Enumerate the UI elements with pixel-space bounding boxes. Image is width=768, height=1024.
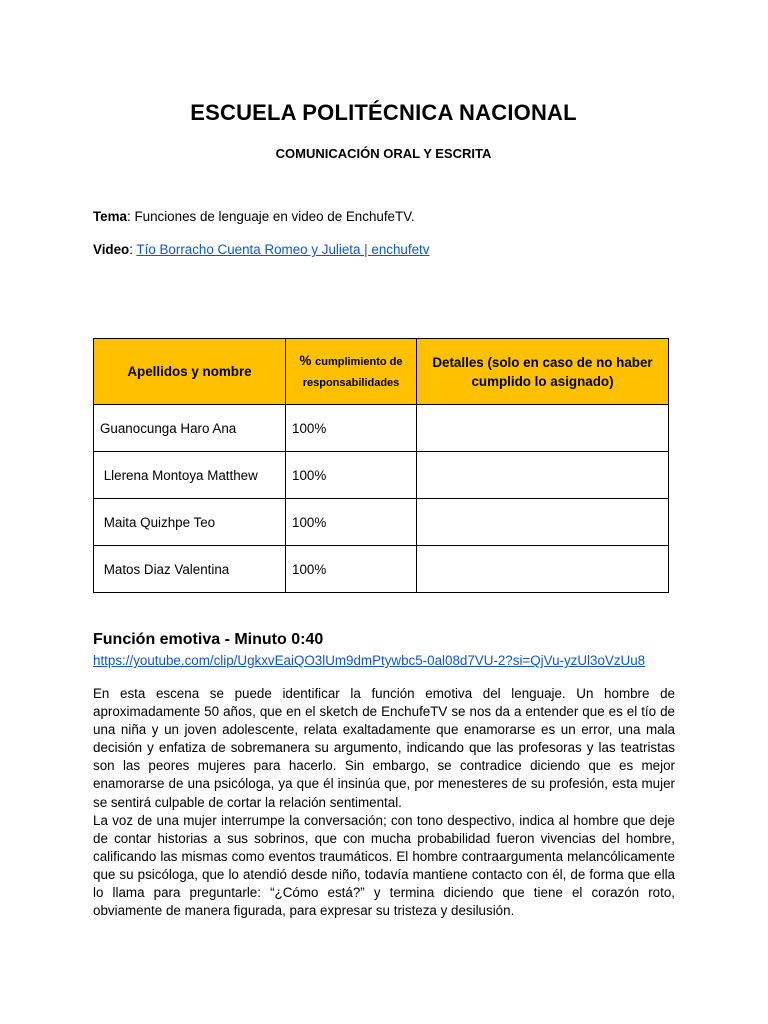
table-row	[94, 405, 669, 452]
video-link[interactable]: Tío Borracho Cuenta Romeo y Julieta | enchufetv	[136, 242, 430, 257]
topic-line	[93, 209, 415, 224]
video-line	[93, 242, 429, 257]
cell-details	[417, 499, 669, 546]
section-heading: Función emotiva - Minuto 0:40	[93, 631, 324, 648]
header-percentage: % cumplimiento de responsabilidades	[286, 339, 417, 405]
institution-title: ESCUELA POLITÉCNICA NACIONAL	[190, 100, 577, 125]
cell-name: Llerena Montoya Matthew	[94, 452, 286, 499]
clip-url-link[interactable]: https://youtube.com/clip/UgkxvEaiQO3lUm9dmPtywbc5-0al08d7VU-2?si=QjVu-yzUl3oVzUu8	[93, 653, 646, 668]
video-label: Video	[93, 242, 130, 257]
table-header-row	[94, 339, 669, 405]
header-details: Detalles (solo en caso de no haber cumplido lo asignado)	[417, 339, 669, 405]
cell-name: Matos Diaz Valentina	[94, 546, 286, 593]
analysis-text	[93, 685, 675, 920]
cell-percentage: 100%	[286, 499, 417, 546]
topic-label: Tema	[93, 209, 127, 224]
paragraph: La voz de una mujer interrumpe la conversación; con tono despectivo, indica al hombre que deje de contar historias a sus sobrinos, que con mucha probabilidad fueron vivencias del hombre, calificando las mismas como eventos traumáticos. El hombre contraargumenta melancólicamente que su psicóloga, que lo atendió desde niño, todavía mantiene contacto con él, de forma que ella lo llama para preguntarle: “¿Cómo está?” y termina diciendo que tiene el corazón roto, obviamente de manera figurada, para expresar su tristeza y desilusión.	[93, 812, 675, 919]
cell-name: Guanocunga Haro Ana	[94, 405, 286, 452]
topic-value: : Funciones de lenguaje en video de EnchufeTV.	[127, 209, 415, 224]
cell-percentage: 100%	[286, 452, 417, 499]
cell-details	[417, 405, 669, 452]
cell-percentage: 100%	[286, 546, 417, 593]
header-name: Apellidos y nombre	[94, 339, 286, 405]
responsibilities-table	[93, 338, 669, 593]
table-row	[94, 499, 669, 546]
cell-percentage: 100%	[286, 405, 417, 452]
video-separator: :	[129, 242, 137, 257]
table-row	[94, 546, 669, 593]
course-subtitle: COMUNICACIÓN ORAL Y ESCRITA	[275, 146, 492, 161]
paragraph: En esta escena se puede identificar la función emotiva del lenguaje. Un hombre de aproximadamente 50 años, que en el sketch de EnchufeTV se nos da a entender que es el tío de una niña y un joven adolescente, relata exaltadamente que enamorarse es un error, una mala decisión y enfatiza de sobremanera su argumento, indicando que las profesoras y las teatristas son las peores mujeres para hacerlo. Sin embargo, se contradice diciendo que es mejor enamorarse de una psicóloga, ya que él insinúa que, por menesteres de su profesión, esta mujer se sentirá culpable de cortar la relación sentimental.	[93, 686, 675, 810]
table-row	[94, 452, 669, 499]
cell-details	[417, 546, 669, 593]
cell-name: Maita Quizhpe Teo	[94, 499, 286, 546]
cell-details	[417, 452, 669, 499]
